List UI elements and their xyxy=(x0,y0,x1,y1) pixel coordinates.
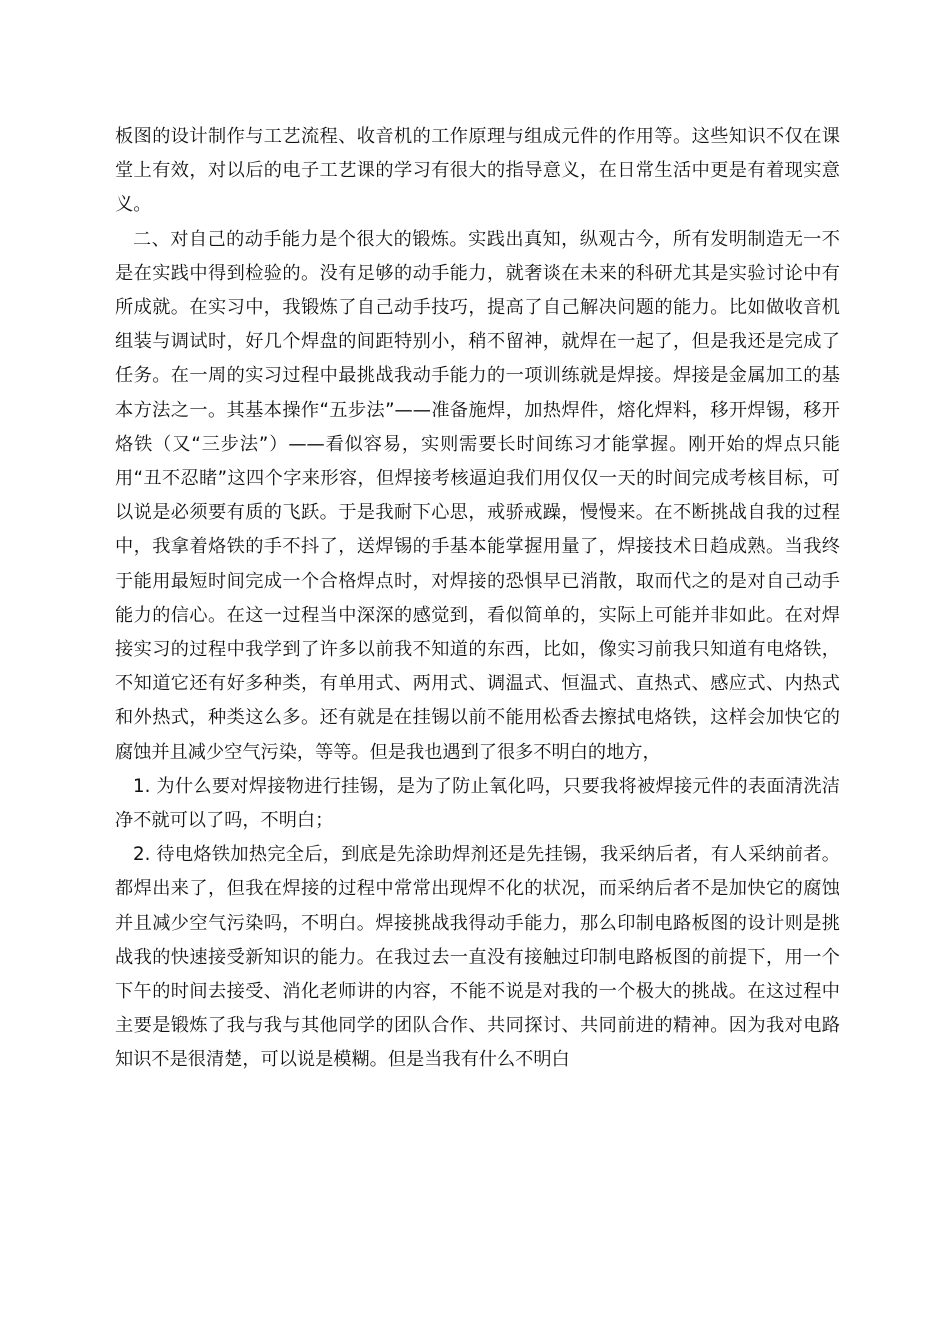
paragraph-item-one: 1. 为什么要对焊接物进行挂锡，是为了防止氧化吗，只要我将被焊接元件的表面清洗洁净不就可以了吗，不明白； xyxy=(115,775,840,832)
paragraph-section-two: 二、对自己的动手能力是个很大的锻炼。实践出真知，纵观古今，所有发明制造无一不是在实践中得到检验的。没有足够的动手能力，就奢谈在未来的科研尤其是实验讨论中有所成就。在实习中，我锻炼了自己动手技巧，提高了自己解决问题的能力。比如做收音机组装与调试时，好几个焊盘的间距特别小，稍不留神，就焊在一起了，但是我还是完成了任务。在一周的实习过程中最挑战我动手能力的一项训练就是焊接。焊接是金属加工的基本方法之一。其基本操作“五步法”——准备施焊，加热焊件，熔化焊料，移开焊锡，移开烙铁（又“三步法”）——看似容易，实则需要长时间练习才能掌握。刚开始的焊点只能用“丑不忍睹”这四个字来形容，但焊接考核逼迫我们用仅仅一天的时间完成考核目标，可以说是必须要有质的飞跃。于是我耐下心思，戒骄戒躁，慢慢来。在不断挑战自我的过程中，我拿着烙铁的手不抖了，送焊锡的手基本能掌握用量了，焊接技术日趋成熟。当我终于能用最短时间完成一个合格焊点时，对焊接的恐惧早已消散，取而代之的是对自己动手能力的信心。在这一过程当中深深的感觉到，看似简单的，实际上可能并非如此。在对焊接实习的过程中我学到了许多以前我不知道的东西，比如，像实习前我只知道有电烙铁，不知道它还有好多种类，有单用式、两用式、调温式、恒温式、直热式、感应式、内热式和外热式，种类这么多。还有就是在挂锡以前不能用松香去擦拭电烙铁，这样会加快它的腐蚀并且减少空气污染，等等。但是我也遇到了很多不明白的地方， xyxy=(115,228,840,763)
paragraph-item-two: 2. 待电烙铁加热完全后，到底是先涂助焊剂还是先挂锡，我采纳后者，有人采纳前者。都焊出来了，但我在焊接的过程中常常出现焊不化的状况，而采纳后者不是加快它的腐蚀并且减少空气污染吗，不明白。焊接挑战我得动手能力，那么印制电路板图的设计则是挑战我的快速接受新知识的能力。在我过去一直没有接触过印制电路板图的前提下，用一个下午的时间去接受、消化老师讲的内容，不能不说是对我的一个极大的挑战。在这过程中主要是锻炼了我与我与其他同学的团队合作、共同探讨、共同前进的精神。因为我对电路知识不是很清楚，可以说是模糊。但是当我有什么不明白 xyxy=(115,844,840,1071)
document-body xyxy=(115,120,840,1078)
paragraph-continuation: 板图的设计制作与工艺流程、收音机的工作原理与组成元件的作用等。这些知识不仅在课堂上有效，对以后的电子工艺课的学习有很大的指导意义，在日常生活中更是有着现实意义。 xyxy=(115,126,840,216)
